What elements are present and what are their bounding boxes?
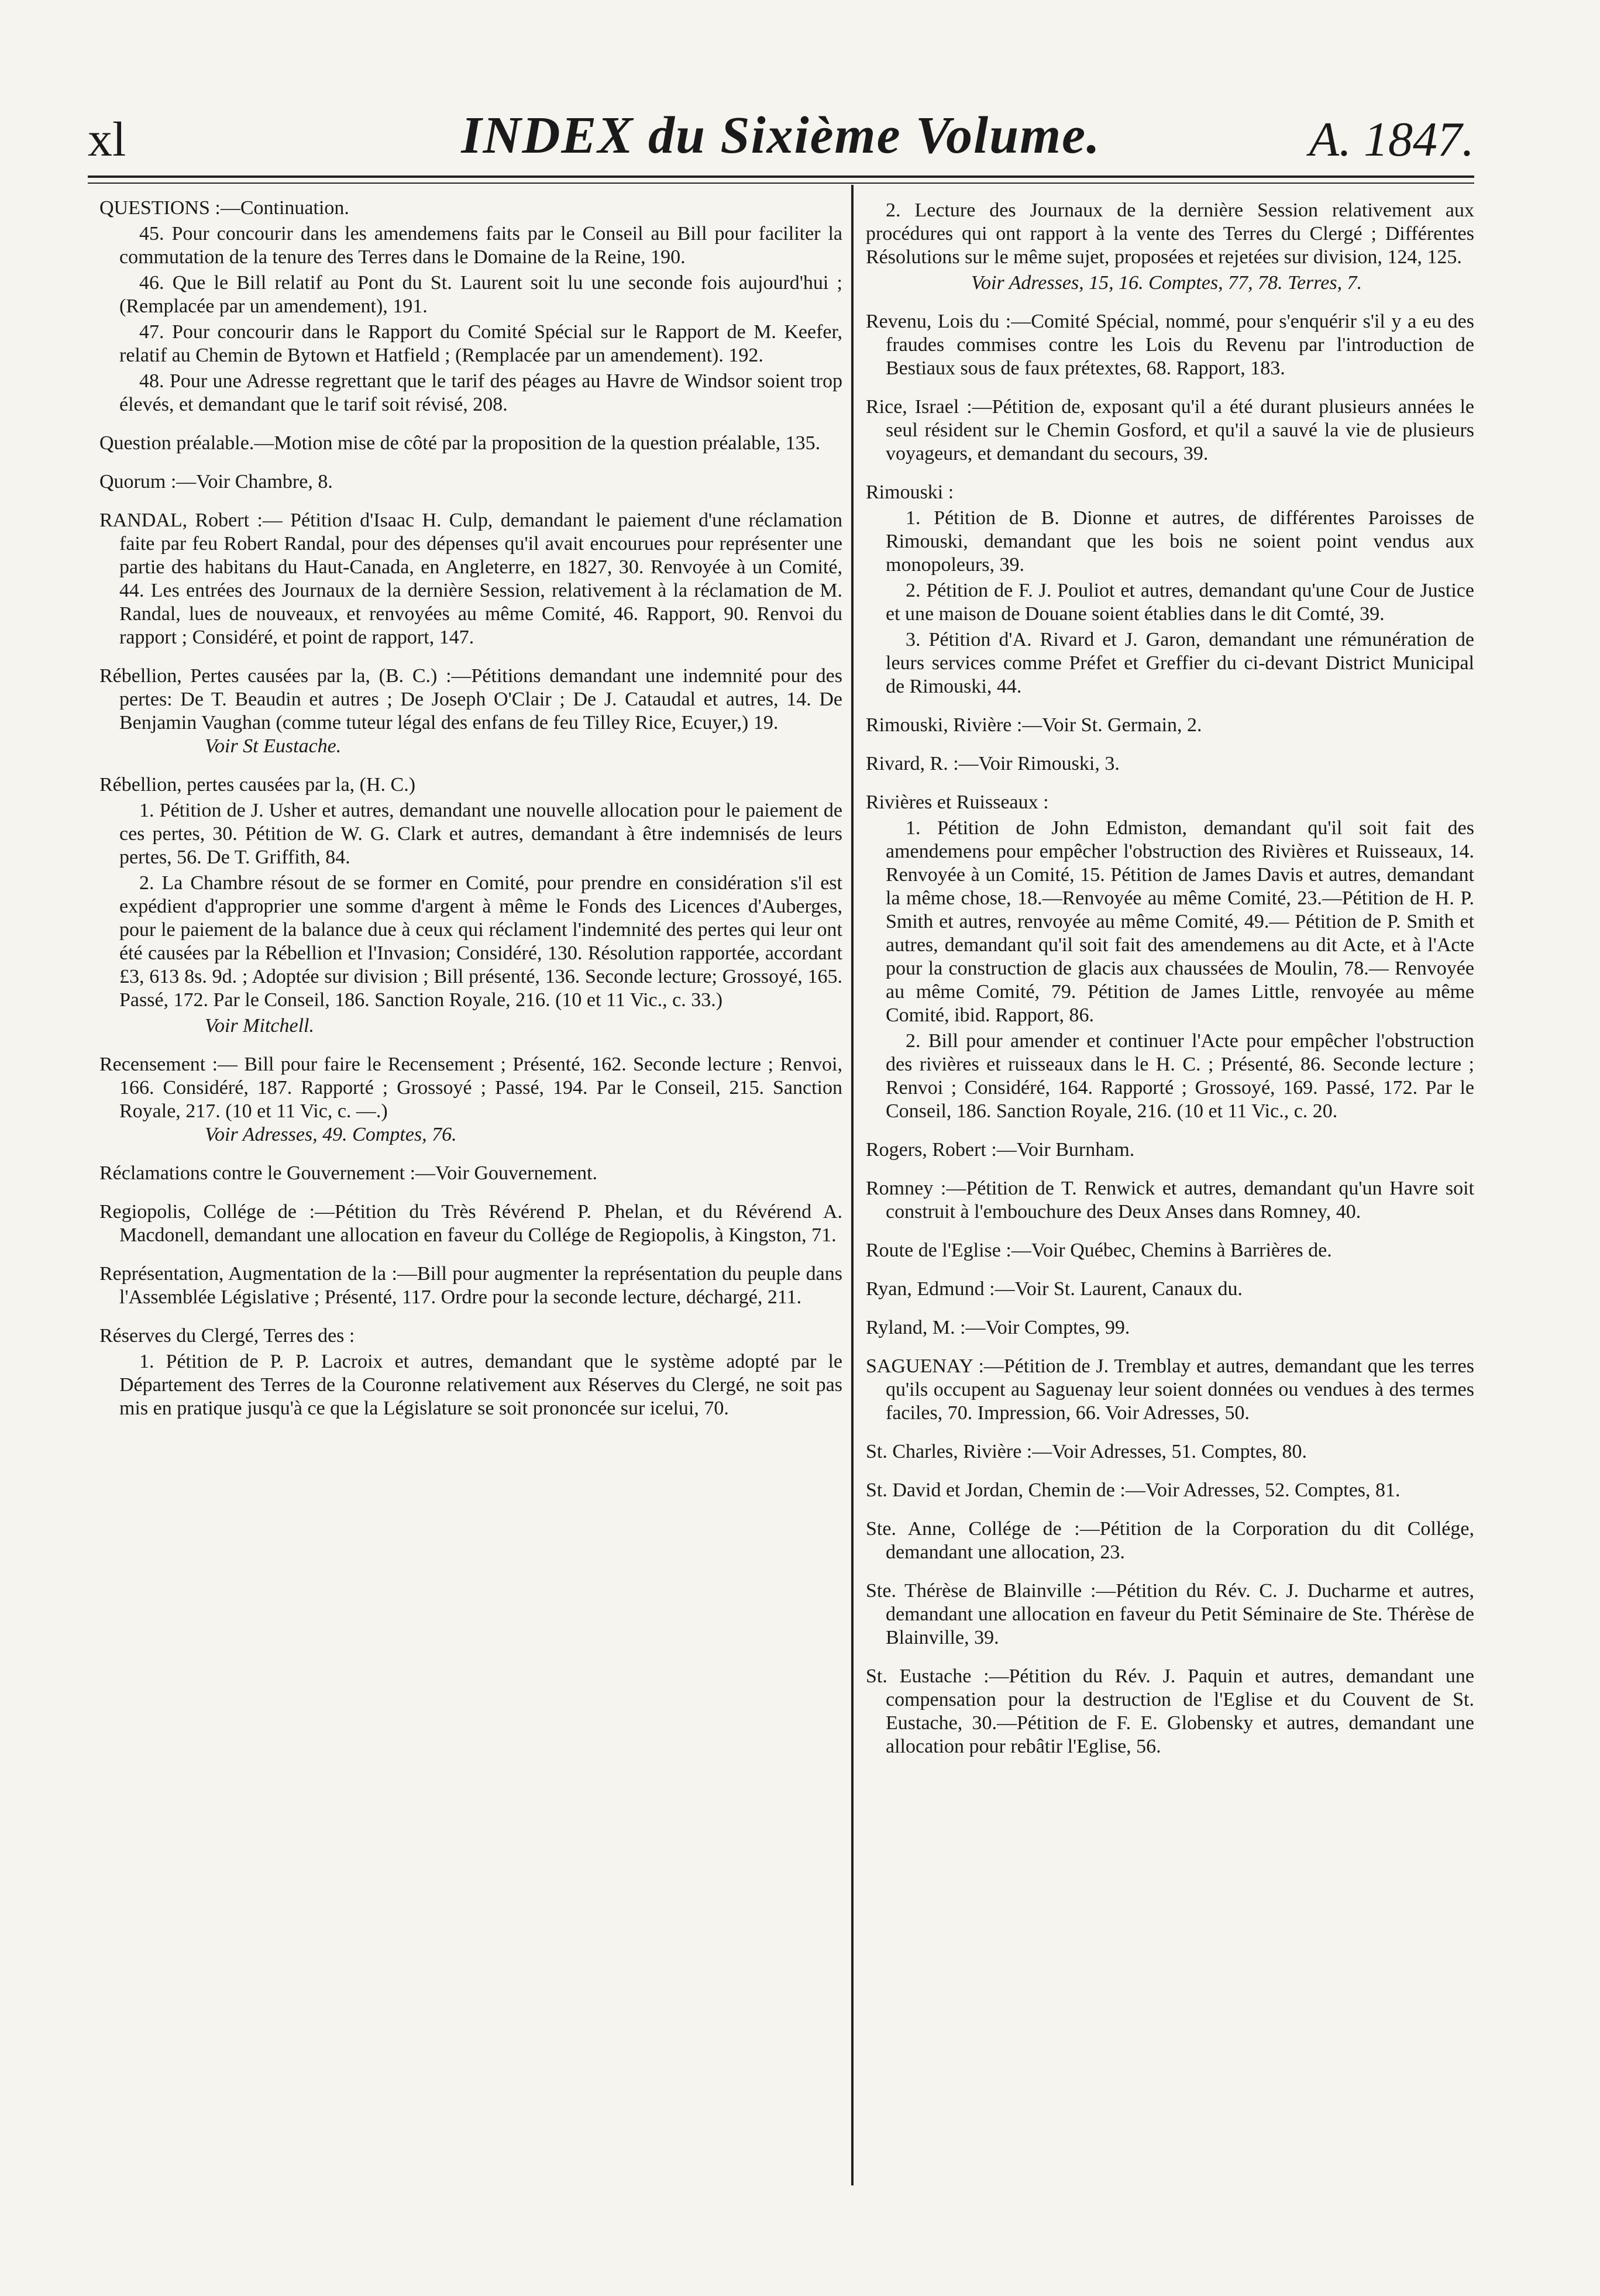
entry-heading: Question préalable.—Motion mise de côté par la proposition de la question préalable, 135. [99, 432, 821, 454]
index-entry [866, 481, 1474, 698]
entry-subitem: 1. Pétition de J. Usher et autres, demandant une nouvelle allocation pour le paiement de ces pertes, 30. Pétition de W. G. Clark et autres, demandant à être indemnisés de leurs pertes, 56. De T. Griffith, 84. [119, 800, 842, 868]
entry-heading: Rogers, Robert :—Voir Burnham. [866, 1139, 1135, 1161]
entry-subitem: 45. Pour concourir dans les amendemens faits par le Conseil au Bill pour faciliter la commutation de la tenure des Terres dans le Domaine de la Reine, 190. [119, 223, 842, 268]
index-entry [866, 1665, 1474, 1758]
index-entry [866, 1316, 1474, 1340]
index-entry [866, 310, 1474, 380]
header-rule [88, 175, 1474, 178]
entry-heading: QUESTIONS :—Continuation. [99, 197, 349, 219]
index-entry [99, 665, 842, 758]
index-entry [866, 714, 1474, 737]
index-entry [99, 470, 842, 494]
entry-heading: Réclamations contre le Gouvernement :—Voir Gouvernement. [99, 1162, 598, 1184]
right-column [866, 197, 1474, 1774]
entry-heading: Rivard, R. :—Voir Rimouski, 3. [866, 753, 1120, 774]
entry-subitem: 2. Lecture des Journaux de la dernière Session relativement aux procédures qui ont rapport à la vente des Terres du Clergé ; Différentes Résolutions sur le même sujet, proposées et rejetées sur division, 124, 125. [866, 199, 1474, 268]
index-entry [99, 509, 842, 649]
entry-heading: St. Charles, Rivière :—Voir Adresses, 51. Comptes, 80. [866, 1441, 1307, 1462]
entry-heading: Ryland, M. :—Voir Comptes, 99. [866, 1317, 1130, 1338]
index-entry [99, 1053, 842, 1147]
index-entry [99, 1262, 842, 1309]
page-title: INDEX du Sixième Volume. [461, 106, 1101, 164]
index-entry [99, 197, 842, 416]
index-entry [866, 1138, 1474, 1162]
index-entry [99, 1200, 842, 1247]
entry-heading: Ste. Anne, Collége de :—Pétition de la Corporation du dit Collége, demandant une allocation, 23. [866, 1518, 1474, 1563]
entry-subitem: 46. Que le Bill relatif au Pont du St. Laurent soit lu une seconde fois aujourd'hui ; (Remplacée par un amendement), 191. [119, 272, 842, 317]
header-rule-thin [88, 183, 1474, 184]
entry-subitem: 48. Pour une Adresse regrettant que le tarif des péages au Havre de Windsor soient trop élevés, et demandant que le tarif soit révisé, 208. [119, 370, 842, 415]
entry-heading: Rimouski : [866, 481, 954, 503]
entry-heading: St. David et Jordan, Chemin de :—Voir Adresses, 52. Comptes, 81. [866, 1479, 1401, 1501]
column-divider [851, 185, 854, 2185]
entry-heading: Quorum :—Voir Chambre, 8. [99, 471, 333, 493]
entry-heading: Revenu, Lois du :—Comité Spécial, nommé, pour s'enquérir s'il y a eu des fraudes commises contre les Lois du Revenu par l'introduction de Bestiaux sous de faux prétextes, 68. Rapport, 183. [866, 311, 1474, 379]
entry-heading: Réserves du Clergé, Terres des : [99, 1325, 355, 1347]
cross-reference: Voir Adresses, 15, 16. Comptes, 77, 78. Terres, 7. [971, 272, 1362, 294]
entry-subitem: 2. Bill pour amender et continuer l'Acte pour empêcher l'obstruction des rivières et ruisseaux dans le H. C. ; Présenté, 86. Seconde lecture ; Renvoi ; Considéré, 164. Rapporté ; Grossoyé, 169. Passé, 172. Par le Conseil, 186. Sanction Royale, 216. (10 et 11 Vic., c. 20. [886, 1030, 1474, 1122]
entry-heading: RANDAL, Robert :— Pétition d'Isaac H. Culp, demandant le paiement d'une réclamation faite par feu Robert Randal, pour des dépenses qu'il avait encourues pour représenter une partie des habitans du Haut-Canada, en Angleterre, en 1827, 30. Renvoyée à un Comité, 44. Les entrées des Journaux de la dernière Session, relativement à la réclamation de M. Randal, lues de nouveaux, et renvoyées au même Comité, 46. Rapport, 90. Renvoi du rapport ; Considéré, et point de rapport, 147. [99, 510, 842, 648]
index-entry [866, 395, 1474, 466]
entry-heading: Romney :—Pétition de T. Renwick et autres, demandant qu'un Havre soit construit à l'embouchure des Deux Anses dans Romney, 40. [866, 1178, 1474, 1223]
entry-heading: Ryan, Edmund :—Voir St. Laurent, Canaux du. [866, 1278, 1243, 1300]
index-entry [866, 1355, 1474, 1425]
entry-heading: Rimouski, Rivière :—Voir St. Germain, 2. [866, 714, 1202, 736]
index-entry [99, 432, 842, 455]
index-entry [99, 1324, 842, 1420]
entry-subitem: 2. Pétition de F. J. Pouliot et autres, demandant qu'une Cour de Justice et une maison de Douane soient établies dans le dit Comté, 39. [886, 580, 1474, 625]
entry-heading: St. Eustache :—Pétition du Rév. J. Paquin et autres, demandant une compensation pour la destruction de l'Eglise et du Couvent de St. Eustache, 30.—Pétition de F. E. Globensky et autres, demandant une allocation pour rebâtir l'Eglise, 56. [866, 1665, 1474, 1757]
cross-reference: Voir St Eustache. [205, 735, 342, 757]
index-entry [866, 1517, 1474, 1564]
index-entry [866, 752, 1474, 776]
entry-subitem: 1. Pétition de John Edmiston, demandant qu'il soit fait des amendemens pour empêcher l'obstruction des Rivières et Ruisseaux, 14. Renvoyée à un Comité, 15. Pétition de James Davis et autres, demandant la même chose, 18.—Renvoyée au même Comité, 23.—Pétition de H. P. Smith et autres, renvoyée au même Comité, 49.— Pétition de P. Smith et autres, demandant qu'il soit fait des amendemens au dit Acte, et à l'Acte pour la construction de glacis aux chaussées de Moulin, 78.— Renvoyée au même Comité, 79. Pétition de James Little, renvoyée au même Comité, ibid. Rapport, 86. [886, 817, 1474, 1026]
page-year: A. 1847. [1309, 112, 1474, 167]
page-number: xl [88, 112, 126, 167]
index-entry [866, 1239, 1474, 1262]
entry-subitem: 1. Pétition de P. P. Lacroix et autres, demandant que le système adopté par le Département des Terres de la Couronne relativement aux Réserves du Clergé, ne soit pas mis en pratique jusqu'à ce que la Législature se soit prononcée sur icelui, 70. [119, 1351, 842, 1419]
entry-heading: Rébellion, Pertes causées par la, (B. C.) :—Pétitions demandant une indemnité pour des pertes: De T. Beaudin et autres ; De Joseph O'Clair ; De J. Cataudal et autres, 14. De Benjamin Vaughan (comme tuteur légal des enfans de feu Tilley Rice, Ecuyer,) 19. [99, 665, 842, 734]
entry-heading: Rivières et Ruisseaux : [866, 791, 1049, 813]
index-entry [99, 773, 842, 1038]
entry-heading: Rébellion, pertes causées par la, (H. C.) [99, 774, 416, 796]
entry-heading: Représentation, Augmentation de la :—Bill pour augmenter la représentation du peuple dans l'Assemblée Législative ; Présenté, 117. Ordre pour la seconde lecture, déchargé, 211. [99, 1263, 842, 1308]
cross-reference: Voir Mitchell. [205, 1015, 314, 1037]
entry-heading: Ste. Thérèse de Blainville :—Pétition du Rév. C. J. Ducharme et autres, demandant une allocation en faveur du Petit Séminaire de Ste. Thérèse de Blainville, 39. [866, 1580, 1474, 1648]
index-entry [866, 1278, 1474, 1301]
left-column [99, 197, 842, 1436]
index-entry [866, 1579, 1474, 1650]
index-entry [99, 1162, 842, 1185]
entry-heading: Route de l'Eglise :—Voir Québec, Chemins à Barrières de. [866, 1240, 1332, 1261]
entry-subitem: 47. Pour concourir dans le Rapport du Comité Spécial sur le Rapport de M. Keefer, relatif au Chemin de Bytown et Hatfield ; (Remplacée par un amendement). 192. [119, 321, 842, 366]
index-entry [866, 1177, 1474, 1224]
page-header [88, 105, 1474, 175]
entry-subitem: 3. Pétition d'A. Rivard et J. Garon, demandant une rémunération de leurs services comme Préfet et Greffier du ci-devant District Municipal de Rimouski, 44. [886, 629, 1474, 697]
cross-reference: Voir Adresses, 49. Comptes, 76. [205, 1124, 457, 1145]
entry-heading: SAGUENAY :—Pétition de J. Tremblay et autres, demandant que les terres qu'ils occupent au Saguenay leur soient données ou vendues à des termes faciles, 70. Impression, 66. Voir Adresses, 50. [866, 1355, 1474, 1424]
entry-heading: Recensement :— Bill pour faire le Recensement ; Présenté, 162. Seconde lecture ; Renvoi, 166. Considéré, 187. Rapporté ; Grossoyé ; Passé, 194. Par le Conseil, 215. Sanction Royale, 217. (10 et 11 Vic, c. —.) [99, 1054, 842, 1122]
entry-heading: Rice, Israel :—Pétition de, exposant qu'il a été durant plusieurs années le seul résident sur le Chemin Gosford, et qu'il a sauvé la vie de plusieurs voyageurs, et demandant du secours, 39. [866, 396, 1474, 464]
index-entry [866, 1440, 1474, 1464]
entry-subitem: 2. La Chambre résout de se former en Comité, pour prendre en considération s'il est expédient d'approprier une somme d'argent à même le Fonds des Licences d'Auberges, pour le paiement de la balance due à ceux qui réclament l'indemnité des pertes qui leur ont été causées par la Rébellion et l'Invasion; Considéré, 130. Résolution rapportée, accordant £3, 613 8s. 9d. ; Adoptée sur division ; Bill présenté, 136. Seconde lecture; Grossoyé, 165. Passé, 172. Par le Conseil, 186. Sanction Royale, 216. (10 et 11 Vic., c. 33.) [119, 872, 842, 1011]
entry-subitem: 1. Pétition de B. Dionne et autres, de différentes Paroisses de Rimouski, demandant que les bois ne soient point vendus aux monopoleurs, 39. [886, 507, 1474, 576]
index-entry [866, 1479, 1474, 1502]
index-entry [866, 199, 1474, 295]
entry-heading: Regiopolis, Collége de :—Pétition du Très Révérend P. Phelan, et du Révérend A. Macdonell, demandant une allocation en faveur du Collége de Regiopolis, à Kingston, 71. [99, 1201, 842, 1246]
index-entry [866, 791, 1474, 1123]
